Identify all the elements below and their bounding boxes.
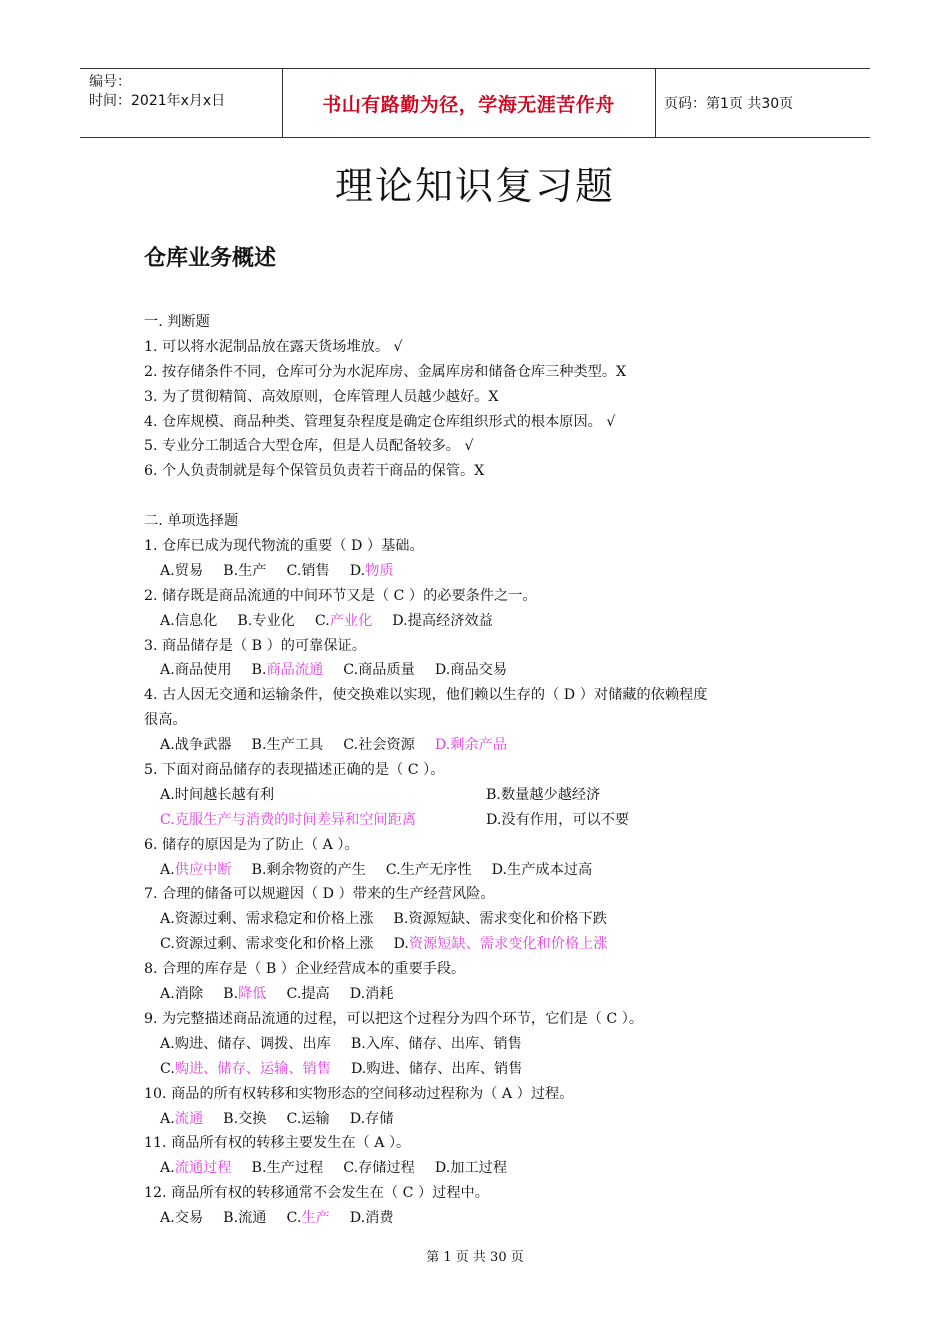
question-options [144,559,824,584]
question-options [144,609,824,634]
option-c-answer: C.克服生产与消费的时间差异和空间距离 [160,811,417,828]
option-c: C.资源过剩、需求变化和价格上涨 [160,936,374,953]
option-d: D.购进、储存、出库、销售 [350,1060,523,1077]
option-d: D.生产成本过高 [491,861,593,878]
judge-item: 4. 仓库规模、商品种类、管理复杂程度是确定仓库组织形式的根本原因。 √ [144,413,616,430]
option-b: B.交换 [223,1110,267,1127]
question-text: 5. 下面对商品储存的表现描述正确的是（ C ）。 [144,762,445,779]
question-text-cont: 很高。 [144,712,187,729]
question-text: 2. 储存既是商品流通的中间环节又是（ C ）的必要条件之一。 [144,587,537,604]
option-b: B.生产 [223,562,267,579]
option-c-answer: C.购进、储存、运输、销售 [160,1060,331,1077]
question-options [144,858,824,883]
document-body [144,310,824,1231]
question-options [144,733,824,758]
question-options [144,932,824,957]
judge-item: 1. 可以将水泥制品放在露天货场堆放。 √ [144,338,403,355]
header-motto: 书山有路勤为径，学海无涯苦作舟 [322,93,615,116]
option-b: B.流通 [223,1210,267,1227]
option-a: A.商品使用 [160,662,232,679]
header-meta [89,73,225,111]
page-header [80,68,870,138]
option-a: A.交易 [160,1210,204,1227]
option-d: D.消费 [349,1210,394,1227]
question-options [144,1206,824,1231]
option-c: C.商品质量 [343,662,415,679]
question-options [144,1057,824,1082]
option-d: D.存储 [349,1110,394,1127]
option-a-answer: A.供应中断 [160,861,232,878]
option-b: B.专业化 [237,612,295,629]
option-d: D.没有作用，可以不要 [486,811,630,828]
option-c: C.社会资源 [343,737,415,754]
header-divider [655,69,656,137]
question-options [144,1107,824,1132]
option-d: D.加工过程 [434,1160,508,1177]
question-text: 9. 为完整描述商品流通的过程，可以把这个过程分为四个环节，它们是（ C ）。 [144,1010,644,1027]
option-b: B.生产工具 [251,737,324,754]
option-a: A.信息化 [160,612,218,629]
option-d: D.消耗 [349,986,394,1003]
option-d-answer: D.资源短缺、需求变化和价格上涨 [393,936,608,953]
option-c-answer: C.生产 [286,1210,330,1227]
document-title: 理论知识复习题 [334,164,615,208]
option-d-answer: D.剩余产品 [434,737,508,754]
option-c: C.销售 [286,562,330,579]
option-d: D.商品交易 [434,662,508,679]
question-text: 11. 商品所有权的转移主要发生在（ A ）。 [144,1135,411,1152]
option-a: A.资源过剩、需求稳定和价格上涨 [160,911,374,928]
question-text: 6. 储存的原因是为了防止（ A ）。 [144,836,359,853]
option-b: B.入库、储存、出库、销售 [350,1035,522,1052]
judge-item: 6. 个人负责制就是每个保管员负责若干商品的保管。X [144,463,485,480]
option-c: C.生产无序性 [385,861,472,878]
header-page-info: 页码：第1页 共30页 [664,96,794,112]
option-a: A.时间越长越有利 [160,786,275,803]
option-a: A.贸易 [160,562,204,579]
question-text: 12. 商品所有权的转移通常不会发生在（ C ）过程中。 [144,1185,489,1202]
judge-item: 3. 为了贯彻精简、高效原则，仓库管理人员越少越好。X [144,388,499,405]
question-options [144,808,824,833]
section-heading: 仓库业务概述 [144,246,277,271]
question-options [144,1032,824,1057]
option-a: A.消除 [160,986,204,1003]
option-d-answer: D.物质 [349,562,394,579]
judge-item: 5. 专业分工制适合大型仓库，但是人员配备较多。 √ [144,438,474,455]
option-c: C.提高 [286,986,330,1003]
question-text: 3. 商品储存是（ B ）的可靠保证。 [144,637,366,654]
judge-item: 2. 按存储条件不同，仓库可分为水泥库房、金属库房和储备仓库三种类型。X [144,363,627,380]
choice-heading: 二. 单项选择题 [144,513,239,530]
option-d: D.提高经济效益 [392,612,493,629]
question-text: 4. 古人因无交通和运输条件，使交换难以实现，他们赖以生存的（ D ）对储藏的依赖程度 [144,687,708,704]
option-c: C.运输 [286,1110,330,1127]
question-text: 8. 合理的库存是（ B ）企业经营成本的重要手段。 [144,961,466,978]
option-b: B.剩余物资的产生 [251,861,366,878]
time-label: 时间：2021年x月x日 [89,93,226,109]
question-options [144,982,824,1007]
option-b: B.资源短缺、需求变化和价格下跌 [393,911,607,928]
option-b-answer: B.商品流通 [251,662,324,679]
question-options [144,1156,824,1181]
option-a: A.战争武器 [160,737,232,754]
number-label: 编号： [89,74,131,90]
question-text: 10. 商品的所有权转移和实物形态的空间移动过程称为（ A ）过程。 [144,1085,574,1102]
option-b-answer: B.降低 [223,986,267,1003]
question-text: 7. 合理的储备可以规避因（ D ）带来的生产经营风险。 [144,886,495,903]
option-a-answer: A.流通 [160,1110,204,1127]
page-footer: 第 1 页 共 30 页 [426,1250,524,1265]
question-options [144,658,824,683]
question-options [144,783,824,808]
option-b: B.生产过程 [251,1160,324,1177]
option-c-answer: C.产业化 [314,612,373,629]
option-a: A.购进、储存、调拨、出库 [160,1035,331,1052]
option-b: B.数量越少越经济 [486,786,601,803]
question-text: 1. 仓库已成为现代物流的重要（ D ）基础。 [144,538,424,555]
judge-heading: 一. 判断题 [144,314,210,330]
option-a-answer: A.流通过程 [160,1160,232,1177]
option-c: C.存储过程 [343,1160,415,1177]
question-options [144,907,824,932]
